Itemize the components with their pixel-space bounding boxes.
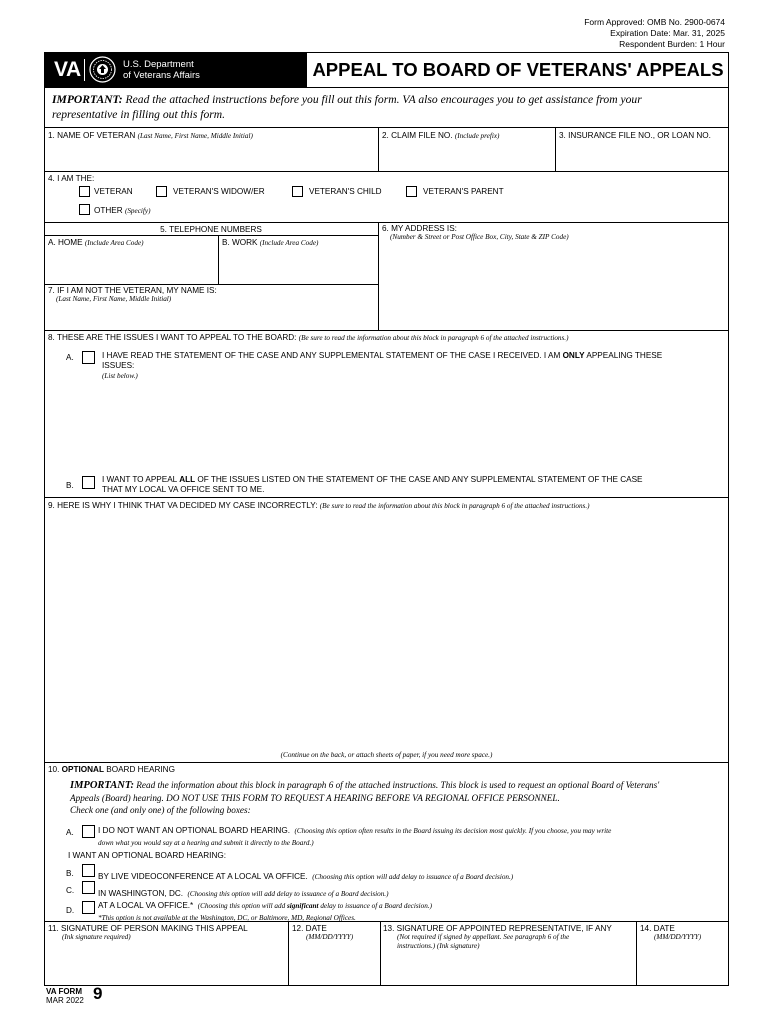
form-number: 9 [93, 984, 103, 1003]
checkbox-10b[interactable] [82, 864, 95, 877]
field-8a-letter: A. [66, 353, 74, 362]
omb-burden: Respondent Burden: 1 Hour [619, 39, 725, 49]
checkbox-10c[interactable] [82, 881, 95, 894]
field-5-label: 5. TELEPHONE NUMBERS [160, 225, 262, 234]
address-input[interactable] [380, 244, 727, 328]
field-9-label: 9. HERE IS WHY I THINK THAT VA DECIDED MY CASE INCORRECTLY: (Be sure to read the information about this block in paragraph 6 of the attached instructions.) [48, 501, 590, 510]
field-13-label: 13. SIGNATURE OF APPOINTED REPRESENTATIVE, IF ANY [383, 924, 612, 933]
important-line1: Read the attached instructions before you fill out this form. VA also encourages you to get assistance from your [125, 93, 642, 106]
va-logo-text: VA [54, 58, 81, 81]
field-8b-text: I WANT TO APPEAL ALL OF THE ISSUES LISTED ON THE STATEMENT OF THE CASE AND ANY SUPPLEMENTAL STATEMENT OF THE CASE THAT MY LOCAL VA OFFICE SENT TO ME. [102, 475, 643, 494]
option-child: VETERAN'S CHILD [309, 187, 382, 196]
claim-file-input[interactable] [380, 143, 553, 169]
va-logo-bar [45, 53, 307, 87]
reason-input[interactable] [46, 514, 727, 746]
omb-info [584, 17, 725, 50]
logo-divider [84, 59, 85, 81]
important-line2: representative in filling out this form. [52, 108, 226, 121]
field-11-label: 11. SIGNATURE OF PERSON MAKING THIS APPEAL [48, 924, 248, 933]
va-seal-icon [89, 56, 116, 83]
field-10c-text: IN WASHINGTON, DC. (Choosing this option will add delay to issuance of a Board decision.) [98, 889, 389, 898]
checkbox-8b[interactable] [82, 476, 95, 489]
field-7-label: 7. IF I AM NOT THE VETERAN, MY NAME IS: [48, 286, 217, 295]
checkbox-widow[interactable] [156, 186, 167, 197]
field-10-label: 10. OPTIONAL BOARD HEARING [48, 765, 175, 774]
field-12-hint: (MM/DD/YYYY) [306, 933, 354, 941]
checkbox-parent[interactable] [406, 186, 417, 197]
field-10d-text: AT A LOCAL VA OFFICE.* (Choosing this option will add significant delay to issuance of a Board decision.) *This option is not available at the Washington, DC, or Baltimore, MD, Regional Offices. [98, 901, 433, 922]
form-date: MAR 2022 [46, 996, 84, 1005]
field-8b-letter: B. [66, 481, 74, 490]
non-veteran-name-input[interactable] [46, 306, 376, 328]
field-10b-text: BY LIVE VIDEOCONFERENCE AT A LOCAL VA OFFICE. (Choosing this option will add delay to issuance of a Board decision.) [98, 872, 514, 881]
field-10d-letter: D. [66, 906, 75, 915]
field-14-hint: (MM/DD/YYYY) [654, 933, 702, 941]
field-10a-text: I DO NOT WANT AN OPTIONAL BOARD HEARING. (Choosing this option often results in the Board issuing its decision most quickly. If you choose, you may write down what you would say at a hearing and submit it directly to the Board.) [98, 826, 612, 847]
field-7-hint: (Last Name, First Name, Middle Initial) [56, 295, 172, 303]
checkbox-8a[interactable] [82, 351, 95, 364]
dept-line-2: of Veterans Affairs [123, 69, 200, 81]
field-11-hint: (Ink signature required) [62, 933, 131, 941]
va-dept-name [123, 60, 200, 81]
field-2-label: 2. CLAIM FILE NO. (Include prefix) [382, 131, 500, 140]
veteran-name-input[interactable] [46, 143, 376, 169]
form-title: APPEAL TO BOARD OF VETERANS' APPEALS [312, 59, 724, 80]
option-veteran: VETERAN [94, 187, 133, 196]
option-parent: VETERAN'S PARENT [423, 187, 504, 196]
checkbox-veteran[interactable] [79, 186, 90, 197]
field-10c-letter: C. [66, 886, 75, 895]
field-8a-hint: (List below.) [102, 372, 138, 380]
field-3-label: 3. INSURANCE FILE NO., OR LOAN NO. [559, 131, 711, 140]
field-1-label: 1. NAME OF VETERAN (Last Name, First Name, Middle Initial) [48, 131, 253, 140]
checkbox-child[interactable] [292, 186, 303, 197]
want-hearing-label: I WANT AN OPTIONAL BOARD HEARING: [68, 851, 227, 860]
dept-line-1: U.S. Department [123, 59, 194, 70]
field-9-continue: (Continue on the back, or attach sheets of paper, if you need more space.) [280, 751, 493, 759]
field-10a-letter: A. [66, 828, 74, 837]
work-phone-input[interactable] [220, 250, 376, 282]
appellant-date-input[interactable] [290, 944, 378, 984]
form-label: VA FORM [46, 987, 82, 996]
field-12-label: 12. DATE [292, 924, 327, 933]
field-6-hint: (Number & Street or Post Office Box, City, State & ZIP Code) [390, 233, 569, 241]
field-8a-text: I HAVE READ THE STATEMENT OF THE CASE AND ANY SUPPLEMENTAL STATEMENT OF THE CASE I RECEIVED. I AM ONLY APPEALING THESE ISSUES: [102, 351, 663, 370]
option-other: OTHER (Specify) [94, 206, 151, 215]
work-phone-label: B. WORK (Include Area Code) [222, 238, 319, 247]
field-4-label: 4. I AM THE: [48, 174, 95, 183]
appellant-signature-input[interactable] [46, 944, 286, 984]
field-14-label: 14. DATE [640, 924, 675, 933]
representative-date-input[interactable] [638, 944, 727, 984]
field-10b-letter: B. [66, 869, 74, 878]
home-phone-label: A. HOME (Include Area Code) [48, 238, 144, 247]
field-10-important: IMPORTANT: Read the information about this block in paragraph 6 of the attached instructions. This block is used to request an optional Board of Veterans' Appeals (Board) hearing. DO NOT USE THIS FORM TO REQUEST A HEARING BEFORE VA REGIONAL OFFICE PERSONNEL. Check one (and only one) of the following boxes: [70, 780, 660, 815]
checkbox-10d[interactable] [82, 901, 95, 914]
checkbox-10a[interactable] [82, 825, 95, 838]
field-13-hint: (Not required if signed by appellant. See paragraph 6 of the instructions.) (Ink signature) [397, 933, 570, 950]
field-6-label: 6. MY ADDRESS IS: [382, 224, 457, 233]
important-lead: IMPORTANT: [52, 93, 123, 106]
omb-expiration: Expiration Date: Mar. 31, 2025 [610, 28, 725, 38]
field-8-label: 8. THESE ARE THE ISSUES I WANT TO APPEAL TO THE BOARD: (Be sure to read the information about this block in paragraph 6 of the attached instructions.) [48, 333, 569, 342]
form-number-block [46, 987, 84, 1005]
omb-approved: Form Approved: OMB No. 2900-0674 [584, 17, 725, 27]
home-phone-input[interactable] [46, 250, 216, 282]
insurance-file-input[interactable] [557, 143, 727, 169]
checkbox-other[interactable] [79, 204, 90, 215]
representative-signature-input[interactable] [382, 952, 634, 984]
issues-list-input[interactable] [100, 384, 720, 470]
option-widow: VETERAN'S WIDOW/ER [173, 187, 265, 196]
important-notice [52, 92, 722, 122]
